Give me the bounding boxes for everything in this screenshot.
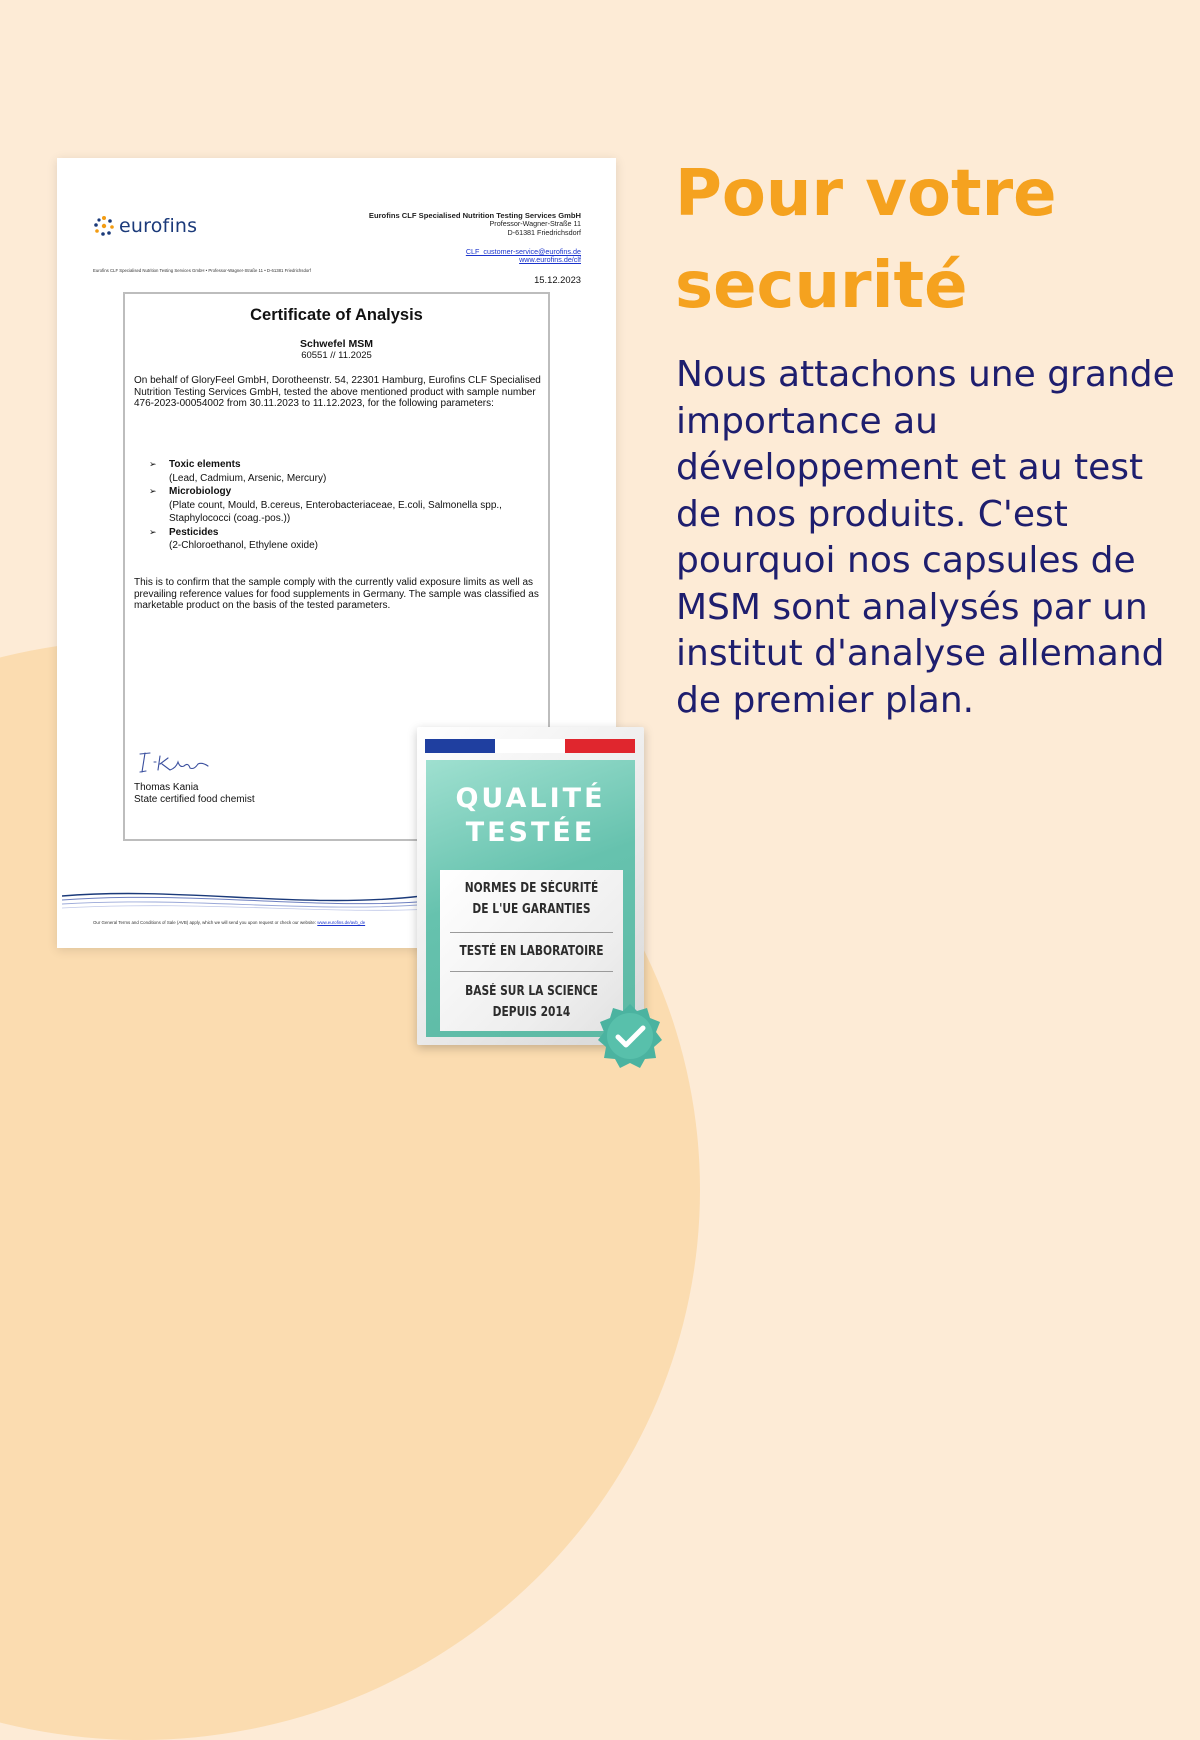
lab-name: Eurofins CLF Specialised Nutrition Testing Services GmbH bbox=[368, 211, 581, 220]
logo-text: eurofins bbox=[119, 215, 198, 237]
parameter-list bbox=[149, 458, 539, 553]
body-text: Nous attachons une grande importance au développement et au test de nos produits. C'est pourquoi nos capsules de MSM sont analysés par un institut d'analyse allemand de premier plan. bbox=[676, 354, 1175, 721]
arrow-bullet-icon: ➢ bbox=[149, 526, 157, 537]
conclusion-paragraph: This is to confirm that the sample comply with the currently valid exposure limits as well as prevailing reference values for food supplements in Germany. The sample was classified as marketable product on the basis of the tested parameters. bbox=[134, 577, 539, 612]
signer-name: Thomas Kania bbox=[134, 782, 199, 793]
check-seal-icon bbox=[596, 1002, 664, 1070]
signature bbox=[134, 748, 214, 780]
parameter-name: Pesticides bbox=[169, 526, 219, 538]
lab-address bbox=[369, 212, 581, 237]
footer-terms bbox=[93, 920, 365, 925]
sender-line: Eurofins CLF Specialised Nutrition Testing Services GmbH • Professor-Wagner-Straße 11 • D-61381 Friedrichsdorf bbox=[93, 268, 311, 273]
flag-stripe-red bbox=[565, 739, 635, 753]
parameter-details: (2-Chloroethanol, Ethylene oxide) bbox=[169, 540, 318, 551]
parameter-toxic-elements bbox=[149, 458, 539, 485]
arrow-bullet-icon: ➢ bbox=[149, 459, 157, 469]
footer-link[interactable]: www.eurofins.de/avb_de bbox=[317, 920, 366, 925]
quality-badge bbox=[417, 727, 644, 1045]
claim-science-line2: DEPUIS 2014 bbox=[492, 1005, 571, 1020]
intro-paragraph: On behalf of GloryFeel GmbH, Dorotheenstr. 54, 22301 Hamburg, Eurofins CLF Specialised Nutrition Testing Services GmbH, tested the above mentioned product with sample number 476-2023-00054002 from 30.11.2023 to 11.12.2023, for the following parameters: bbox=[134, 375, 541, 410]
lab-contact bbox=[466, 248, 581, 265]
claim-science-line1: BASÉ SUR LA SCIENCE bbox=[465, 984, 598, 999]
flag-stripe-blue bbox=[425, 739, 495, 753]
claim-lab-tested: TESTÉ EN LABORATOIRE bbox=[459, 944, 604, 959]
headline-line1: Pour votre bbox=[675, 157, 1057, 231]
lab-street: Professor-Wagner-Straße 11 bbox=[489, 219, 581, 229]
headline-line2: securité bbox=[675, 249, 968, 323]
signer-block bbox=[134, 782, 255, 806]
badge-title-line1: QUALITÉ bbox=[455, 783, 606, 814]
footer-text: Our General Terms and Conditions of Sale (AVB) apply, which we will send you upon request or check our website: bbox=[93, 920, 317, 925]
signer-title: State certified food chemist bbox=[134, 794, 255, 805]
email-link[interactable]: CLF_customer-service@eurofins.de bbox=[465, 247, 581, 256]
claim-divider bbox=[450, 971, 613, 972]
product-name: Schwefel MSM bbox=[300, 338, 373, 350]
parameter-microbiology bbox=[149, 485, 539, 526]
parameter-pesticides bbox=[149, 526, 539, 553]
lab-city: D-61381 Friedrichsdorf bbox=[507, 227, 581, 237]
badge-panel bbox=[426, 760, 635, 1037]
badge-title-line2: TESTÉE bbox=[465, 817, 596, 848]
parameter-name: Toxic elements bbox=[169, 459, 241, 470]
arrow-bullet-icon: ➢ bbox=[149, 486, 157, 496]
website-link[interactable]: www.eurofins.de/clf bbox=[519, 255, 581, 265]
batch-number: 60551 // 11.2025 bbox=[301, 350, 372, 361]
parameter-details: (Plate count, Mould, B.cereus, Enterobacteriaceae, E.coli, Salmonella spp., Staphylococci (coag.-pos.)) bbox=[169, 499, 502, 524]
certificate-title: Certificate of Analysis bbox=[250, 306, 423, 324]
certificate-date: 15.12.2023 bbox=[534, 274, 581, 285]
eurofins-logo bbox=[93, 215, 197, 237]
claim-eu-standards-line2: DE L'UE GARANTIES bbox=[472, 902, 591, 917]
parameter-details: (Lead, Cadmium, Arsenic, Mercury) bbox=[169, 472, 327, 484]
claim-eu-standards-line1: NORMES DE SÉCURITÉ bbox=[464, 881, 599, 896]
parameter-name: Microbiology bbox=[169, 486, 232, 497]
headline bbox=[675, 148, 1175, 332]
flag-stripe-white bbox=[495, 739, 565, 753]
claim-divider bbox=[450, 932, 613, 933]
badge-title bbox=[426, 782, 635, 850]
eurofins-dots-icon bbox=[93, 215, 115, 237]
